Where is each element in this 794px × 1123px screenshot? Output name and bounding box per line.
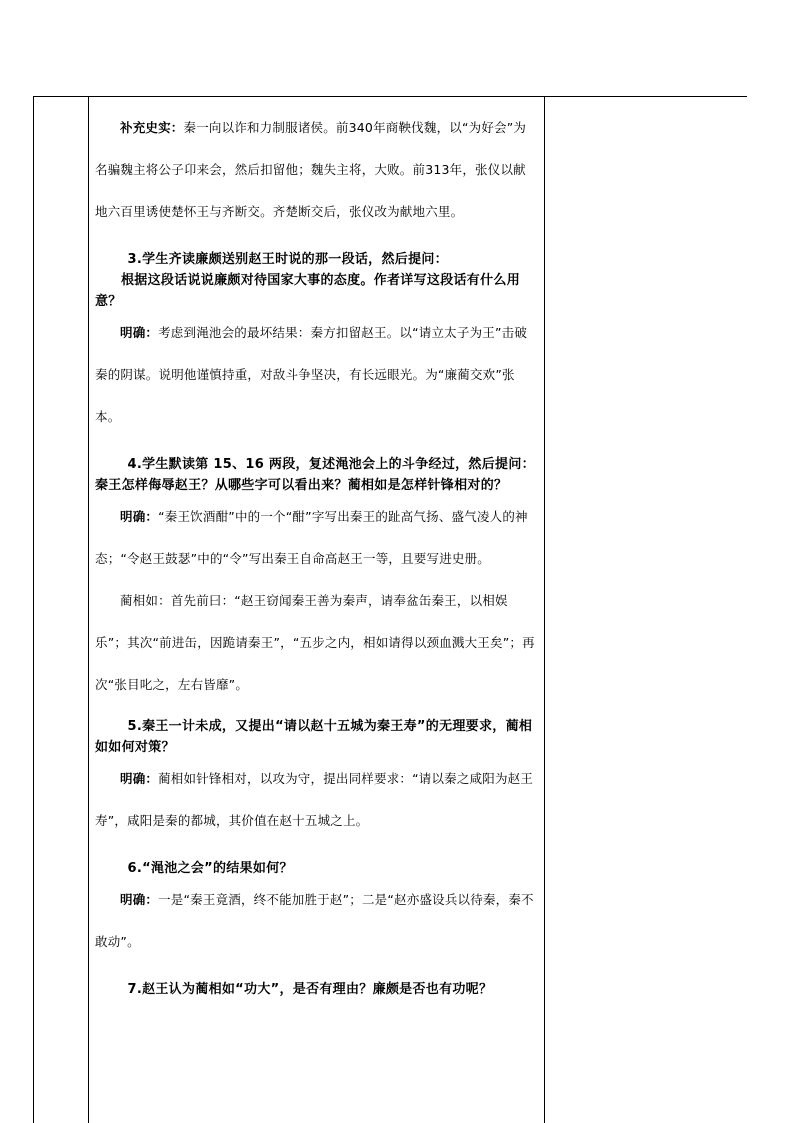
table-left-border bbox=[33, 96, 34, 1123]
answer-3 bbox=[95, 312, 538, 438]
answer-4-label: 明确： bbox=[120, 509, 159, 524]
question-6: 6.“渑池之会”的结果如何？ bbox=[127, 861, 293, 876]
answer-6 bbox=[95, 879, 538, 963]
answer-4 bbox=[95, 496, 538, 580]
question-3-title: 3.学生齐读廉颇送别赵王时说的那一段话，然后提问： bbox=[127, 252, 448, 267]
supplement-paragraph bbox=[95, 107, 538, 233]
answer-4-continued: 蔺相如：首先前曰：“赵王窃闻秦王善为秦声，请奉盆缶秦王，以相娱乐”；其次“前进缶，因跪请秦王”，“五步之内，相如请得以颈血溅大王矣”；再次“张目叱之，左右皆靡”。 bbox=[95, 593, 535, 692]
answer-3-label: 明确： bbox=[120, 325, 159, 340]
answer-3-text: 考虑到渑池会的最坏结果：秦方扣留赵王。以“请立太子为王”击破秦的阴谋。说明他谨慎持重，对敌斗争坚决，有长远眼光。为“廉蔺交欢”张本。 bbox=[95, 325, 528, 424]
question-3-subtitle: 根据这段话说说廉颇对待国家大事的态度。作者详写这段话有什么用意？ bbox=[95, 273, 521, 309]
answer-4-text: “秦王饮酒酣”中的一个“酣”字写出秦王的趾高气扬、盛气凌人的神态；“令赵王鼓瑟”中的“令”写出秦王自命高赵王一等，且要写进史册。 bbox=[95, 509, 528, 566]
supplement-label: 补充史实： bbox=[120, 120, 184, 135]
answer-5-label: 明确： bbox=[120, 771, 159, 786]
answer-6-label: 明确： bbox=[120, 892, 159, 907]
answer-5-text: 蔺相如针锋相对，以攻为守，提出同样要求：“请以秦之咸阳为赵王寿”，咸阳是秦的都城，其价值在赵十五城之上。 bbox=[95, 771, 534, 828]
table-column-divider-left bbox=[88, 96, 89, 1123]
lesson-content-cell bbox=[95, 107, 538, 1000]
question-5: 5.秦王一计未成，又提出“请以赵十五城为秦王寿”的无理要求，蔺相如如何对策？ bbox=[95, 719, 533, 755]
answer-5 bbox=[95, 758, 538, 842]
answer-6-text: 一是“秦王竟酒，终不能加胜于赵”；二是“赵亦盛设兵以待秦，秦不敢动”。 bbox=[95, 892, 534, 949]
question-4: 4.学生默读第 15、16 两段，复述渑池会上的斗争经过，然后提问：秦王怎样侮辱赵王？从哪些字可以看出来？蔺相如是怎样针锋相对的？ bbox=[95, 457, 535, 493]
table-top-border bbox=[33, 96, 747, 97]
question-7: 7.赵王认为蔺相如“功大”，是否有理由？廉颇是否也有功呢？ bbox=[127, 982, 493, 997]
table-column-divider-right bbox=[544, 96, 545, 1123]
supplement-text: 秦一向以诈和力制服诸侯。前340年商鞅伐魏，以“为好会”为名骗魏主将公子卬来会，然后扣留他；魏失主将，大败。前313年，张仪以献地六百里诱使楚怀王与齐断交。齐楚断交后，张仪改为献地六里。 bbox=[95, 120, 527, 219]
